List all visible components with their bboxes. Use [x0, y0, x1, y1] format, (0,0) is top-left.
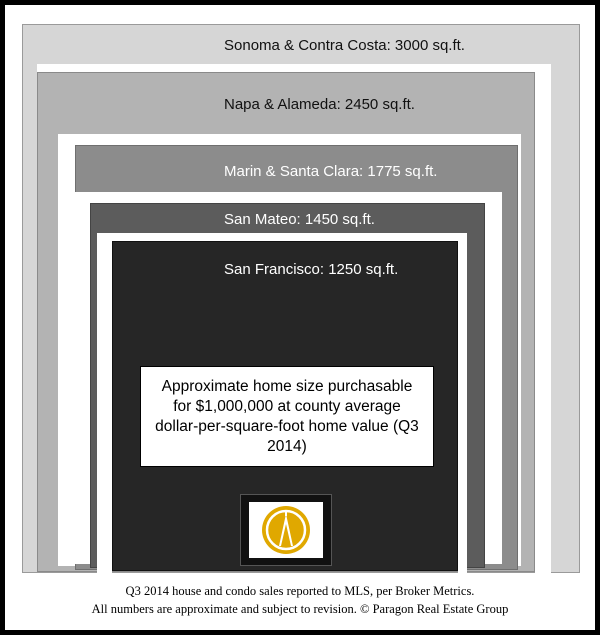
box-spacer	[535, 64, 551, 574]
region-label-san-mateo: San Mateo: 1450 sq.ft.	[224, 211, 375, 228]
box-spacer	[58, 134, 75, 566]
region-label-napa-alameda: Napa & Alameda: 2450 sq.ft.	[224, 96, 415, 113]
box-spacer	[97, 233, 112, 573]
paragon-compass-logo-icon	[249, 502, 323, 558]
box-spacer	[75, 192, 502, 203]
box-spacer	[518, 134, 521, 566]
box-spacer	[458, 233, 467, 573]
box-spacer	[97, 233, 467, 241]
callout-text: Approximate home size purchasable for $1,000,000 at county average dollar-per-square-foot home value (Q3 2014)	[155, 377, 419, 455]
logo-background	[249, 502, 323, 558]
region-label-san-francisco: San Francisco: 1250 sq.ft.	[224, 261, 399, 278]
region-label-marin-santa-clara: Marin & Santa Clara: 1775 sq.ft.	[224, 163, 438, 180]
footer-line-1: Q3 2014 house and condo sales reported to MLS, per Broker Metrics.	[125, 584, 475, 598]
box-spacer	[485, 192, 502, 564]
footer-line-2: All numbers are approximate and subject to revision. © Paragon Real Estate Group	[91, 602, 509, 616]
region-label-sonoma-contra-costa: Sonoma & Contra Costa: 3000 sq.ft.	[224, 37, 465, 54]
callout-box	[140, 366, 434, 467]
box-spacer	[75, 192, 90, 564]
logo-frame	[240, 494, 332, 566]
box-spacer	[58, 134, 520, 145]
box-spacer	[37, 64, 551, 72]
